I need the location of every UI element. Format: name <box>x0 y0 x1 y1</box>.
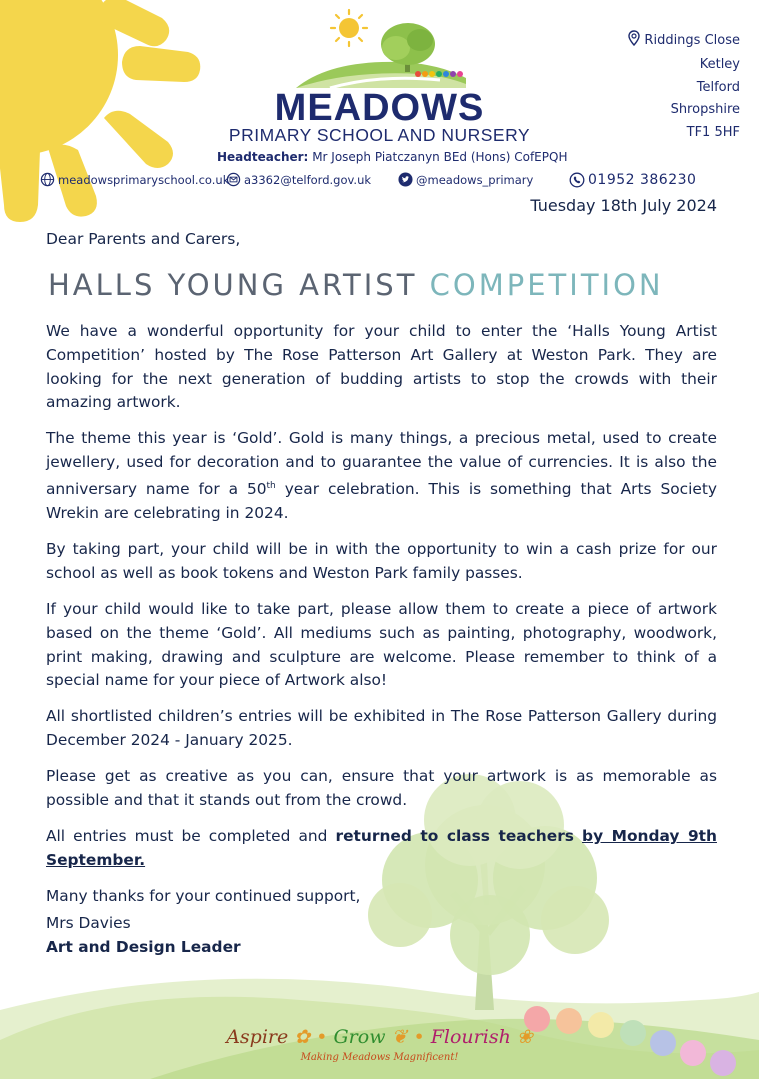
paragraph-closing: Many thanks for your continued support, <box>46 887 361 906</box>
paragraph-theme: The theme this year is ‘Gold’. Gold is many things, a precious metal, used to create jewellery, used for decoration and to guarantee the value of currencies. It is also the anniversary name for a 50th year celebration. This is something that Arts Society Wrekin are celebrating in 2024. <box>46 429 717 522</box>
headteacher-label: Headteacher: <box>217 150 309 164</box>
phone-contact[interactable] <box>569 172 696 188</box>
signer-name: Mrs Davies <box>46 914 131 932</box>
signature-block <box>46 912 241 960</box>
school-address <box>628 30 740 144</box>
paragraph-encouragement: Please get as creative as you can, ensure that your artwork is as memorable as possible and that it stands out from the crowd. <box>46 767 717 810</box>
letter-greeting: Dear Parents and Carers, <box>46 230 241 248</box>
twitter-text[interactable]: @meadows_primary <box>416 172 534 187</box>
paragraph-exhibition: All shortlisted children’s entries will be exhibited in The Rose Patterson Gallery during December 2024 - January 2025. <box>46 707 717 750</box>
letter-body <box>46 320 717 921</box>
address-line: Ketley <box>699 57 740 73</box>
headteacher-name: Mr Joseph Piatczanyn BEd (Hons) CofEPQH <box>312 150 568 164</box>
paragraph-intro: We have a wonderful opportunity for your child to enter the ‘Halls Young Artist Competition’ hosted by The Rose Patterson Art Gallery at Weston Park. They are looking for the next generation of budding artists to stop the crowds with their amazing artwork. <box>46 322 717 412</box>
competition-title-part2: COMPETITION <box>429 268 664 302</box>
motto-flourish-icon: ❀ <box>516 1026 533 1048</box>
motto-flourish: Flourish <box>430 1026 511 1048</box>
website-contact[interactable] <box>40 172 229 187</box>
address-line: Shropshire <box>670 102 740 118</box>
paragraph-prizes: By taking part, your child will be in with the opportunity to win a cash prize for our school as well as book tokens and Weston Park family passes. <box>46 540 717 582</box>
location-pin-icon <box>628 30 640 54</box>
globe-icon <box>40 172 55 187</box>
contact-bar <box>0 172 759 192</box>
motto-grow: Grow <box>333 1026 386 1048</box>
school-name: MEADOWS <box>274 87 485 129</box>
school-motto <box>0 1026 759 1048</box>
paragraph-deadline: All entries must be completed and returned to class teachers by Monday 9th September. <box>46 827 717 870</box>
motto-tagline: Making Meadows Magnificent! <box>300 1052 459 1063</box>
phone-icon <box>569 172 585 188</box>
school-logo <box>296 10 466 88</box>
headteacher-line <box>217 150 567 164</box>
deadline-date: by Monday 9th September. <box>46 827 717 870</box>
address-line: TF1 5HF <box>686 124 740 140</box>
deadline-bold: returned to class teachers <box>335 827 574 846</box>
address-line: Riddings Close <box>628 30 740 54</box>
twitter-icon <box>398 172 413 187</box>
motto-aspire: Aspire <box>226 1026 289 1048</box>
email-text[interactable]: a3362@telford.gov.uk <box>244 172 372 187</box>
twitter-contact[interactable] <box>398 172 533 187</box>
letter-date: Tuesday 18th July 2024 <box>530 196 717 215</box>
address-line: Telford <box>696 79 740 95</box>
email-icon <box>226 172 241 187</box>
email-contact[interactable] <box>226 172 371 187</box>
motto-separator-icon: ✿ • <box>294 1026 328 1048</box>
signer-role: Art and Design Leader <box>46 937 241 956</box>
phone-text[interactable]: 01952 386230 <box>588 172 697 188</box>
school-subtitle: PRIMARY SCHOOL AND NURSERY <box>228 125 531 145</box>
competition-title-part1: HALLS YOUNG ARTIST <box>48 268 418 302</box>
paragraph-how-to-enter: If your child would like to take part, please allow them to create a piece of artwork based on the theme ‘Gold’. All mediums such as painting, photography, woodwork, print making, drawing and sculpture are welcome. Please remember to think of a special name for your piece of Artwork also! <box>46 599 717 690</box>
website-text[interactable]: meadowsprimaryschool.co.uk <box>58 172 230 187</box>
motto-separator-icon: ❦ • <box>391 1026 425 1048</box>
competition-title <box>48 268 664 302</box>
